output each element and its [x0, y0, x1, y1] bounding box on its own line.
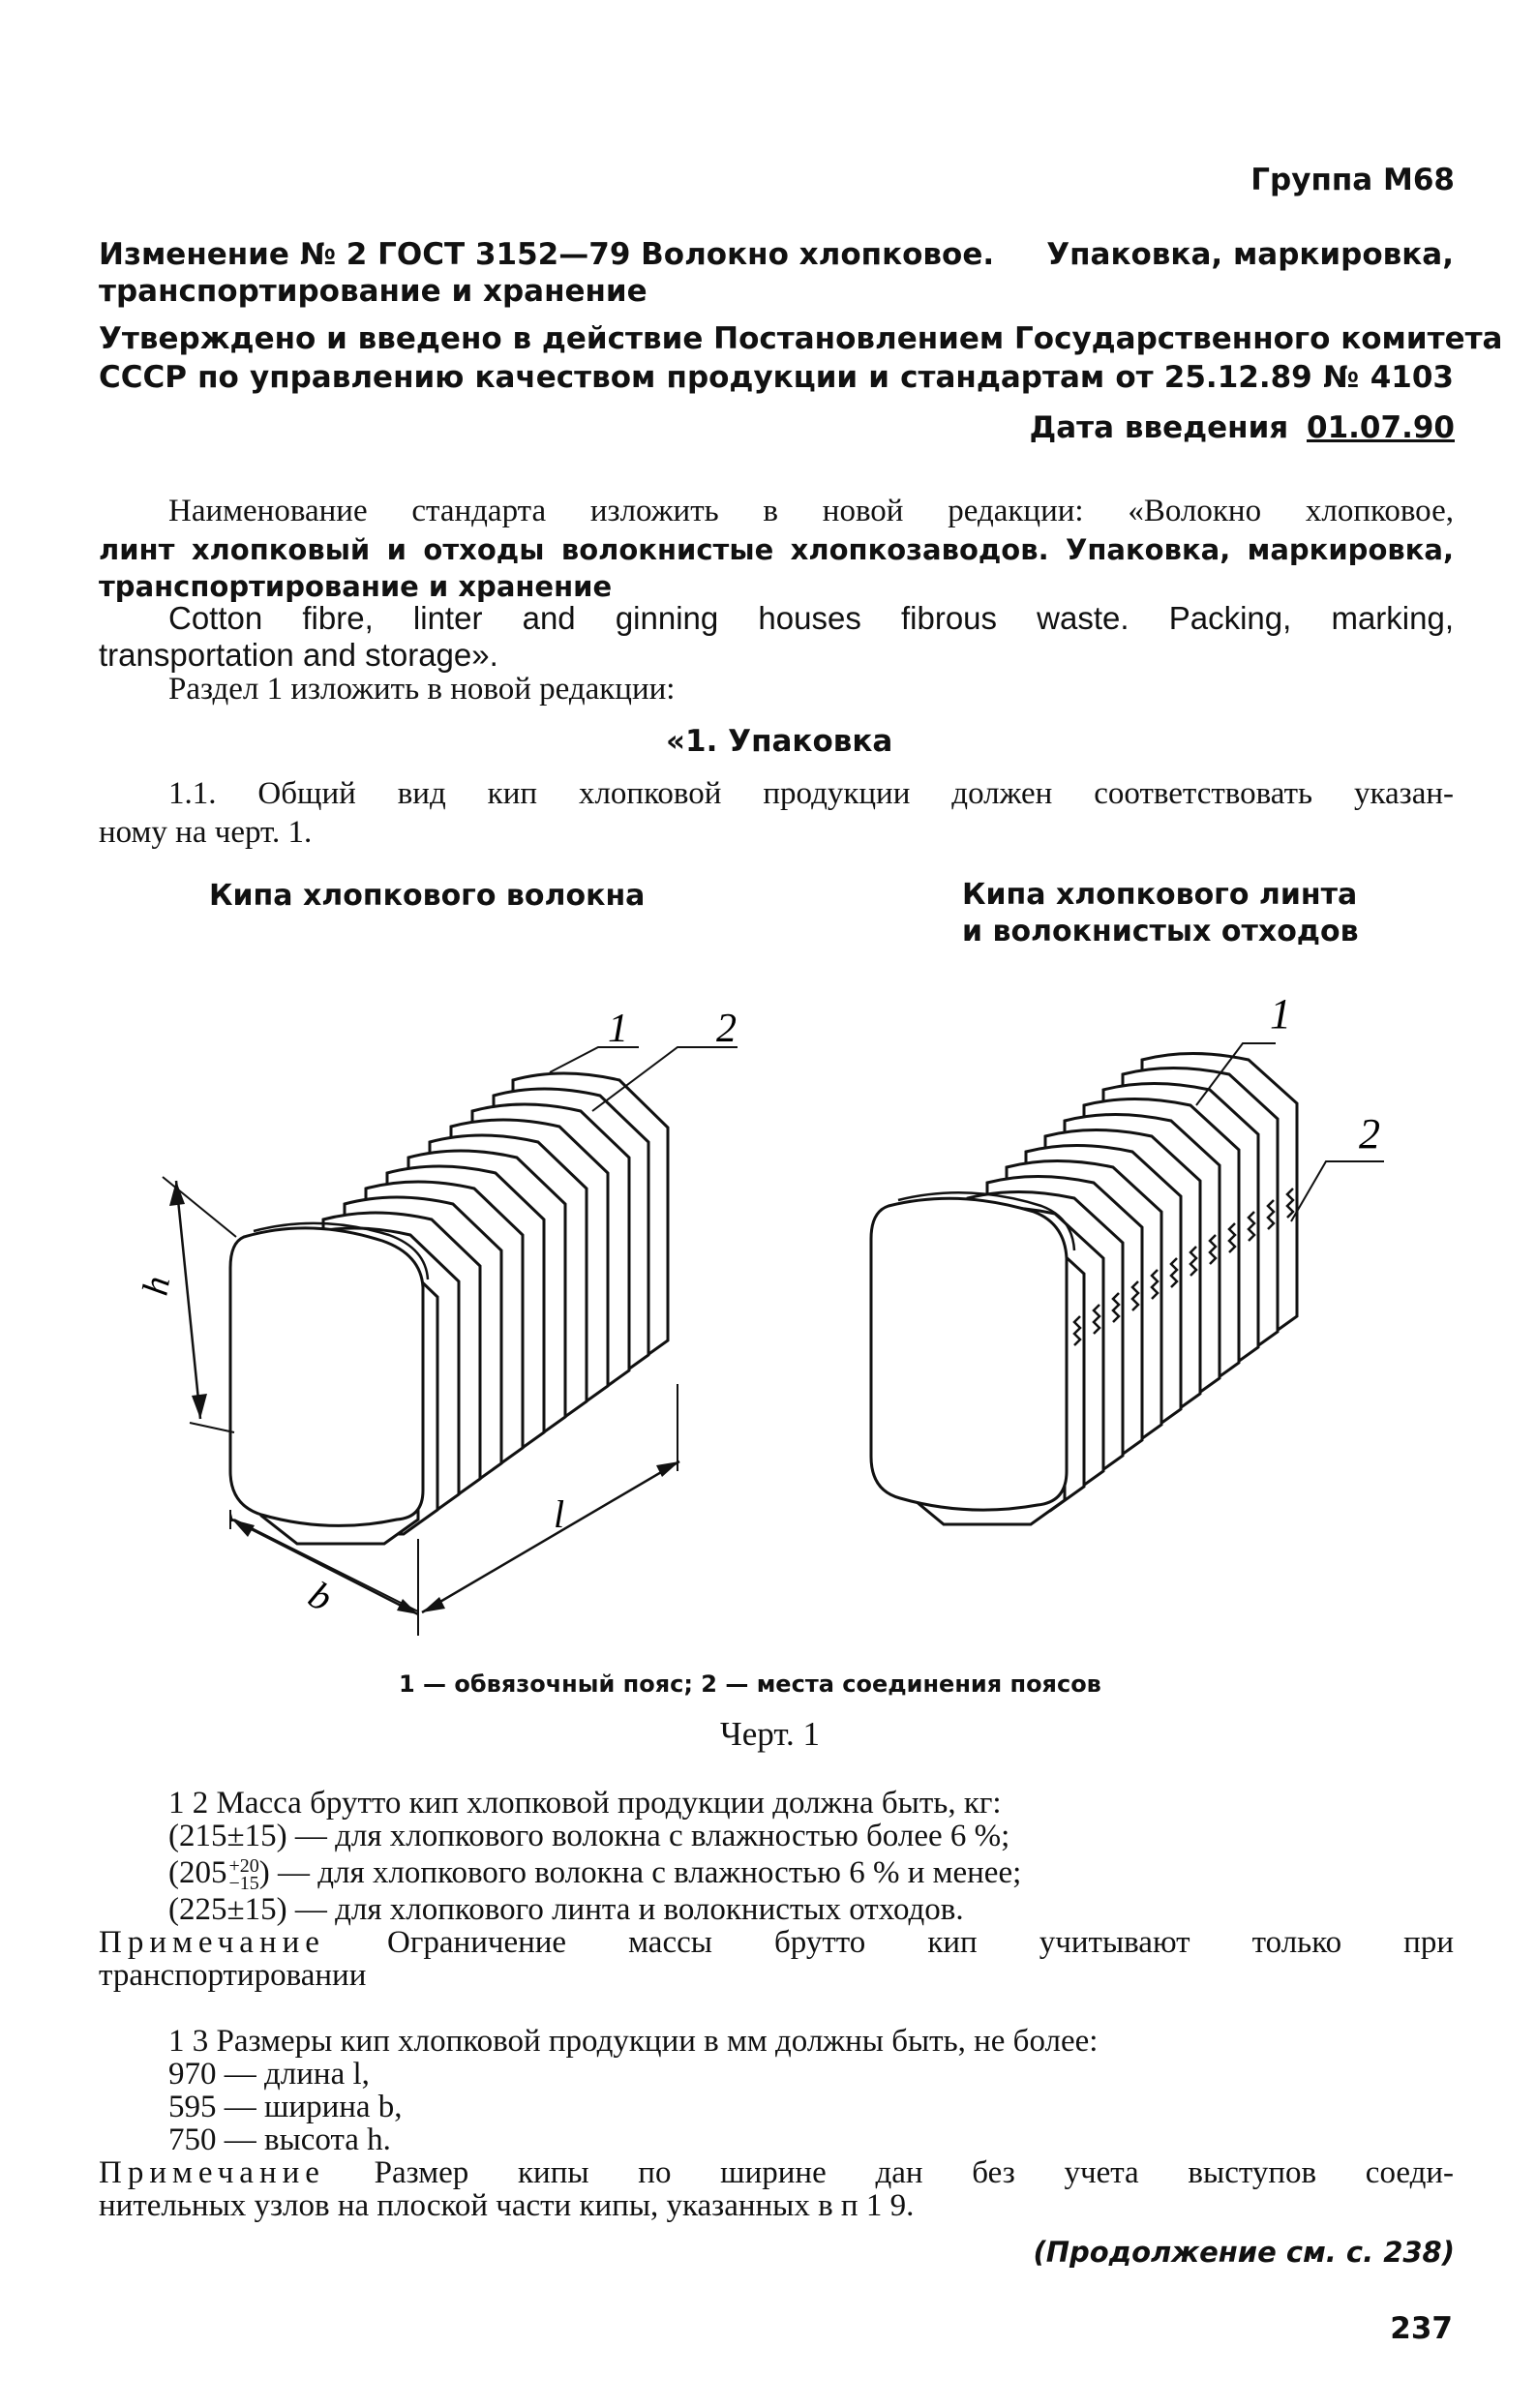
s12-item2-post: ) — для хлопкового волокна с влажностью 6 % и менее;	[258, 1855, 1022, 1890]
approval-line2: СССР по управлению качеством продукции и стандартам от 25.12.89 № 4103	[99, 360, 1454, 395]
s12-note-line2: транспортировании	[99, 1958, 367, 1993]
s12-item2-pre: (205	[168, 1855, 227, 1890]
page-number: 237	[1390, 2311, 1453, 2346]
approval-text	[99, 319, 1503, 397]
date-label: Дата введения	[1029, 410, 1289, 445]
s13-intro: 1 3 Размеры кип хлопковой продукции в мм должны быть, не более:	[168, 2024, 1099, 2059]
s12-item3: (225±15) — для хлопкового линта и волокнистых отходов.	[168, 1892, 964, 1927]
p11-line1: 1.1. Общий вид кип хлопковой продукции должен соответствовать указан-	[168, 776, 1454, 811]
s13-item3: 750 — высота h.	[168, 2122, 391, 2157]
figure-drawing	[0, 968, 1536, 1665]
p11-line2: ному на черт. 1.	[99, 815, 313, 850]
section-1-3	[99, 2025, 1454, 2222]
change-title-line2: транспортирование и хранение	[99, 274, 648, 309]
date-value: 01.07.90	[1307, 410, 1455, 445]
s12-item1: (215±15) — для хлопкового волокна с влажностью более 6 %;	[168, 1819, 1010, 1853]
s13-note	[99, 2156, 1454, 2189]
s12-intro: 1 2 Масса брутто кип хлопковой продукции должна быть, кг:	[168, 1786, 1002, 1821]
dim-h-label: h	[135, 1273, 179, 1299]
rename-line2: линт хлопковый и отходы волокнистые хлопкозаводов. Упаковка, маркировка,	[99, 533, 1454, 566]
s12-item2-tolerance: +20 −15	[228, 1855, 259, 1895]
s12-note-text: Ограничение массы брутто кип учитывают только при	[387, 1925, 1454, 1960]
right-figure-caption	[962, 877, 1359, 950]
figure-legend: 1 — обвязочный пояс; 2 — места соединения поясов	[399, 1671, 1101, 1698]
change-title-left: Изменение № 2 ГОСТ 3152—79 Волокно хлопковое.	[99, 237, 995, 272]
english-line1: Cotton fibre, linter and ginning houses fibrous waste. Packing, marking,	[168, 600, 1454, 636]
section-heading: «1. Упаковка	[666, 724, 893, 759]
dim-b-label: b	[301, 1572, 341, 1620]
continuation-note: (Продолжение см. с. 238)	[1033, 2236, 1455, 2269]
s13-note-line2: нительных узлов на плоской части кипы, указанных в п 1 9.	[99, 2188, 915, 2223]
s12-note-label: Примечание	[99, 1925, 325, 1960]
paragraph-section-intro: Раздел 1 изложить в новой редакции:	[168, 672, 676, 707]
paragraph-english	[99, 600, 1454, 674]
left-leader-2: 2	[716, 1007, 737, 1051]
right-caption-line1: Кипа хлопкового линта	[962, 878, 1358, 912]
left-figure-caption: Кипа хлопкового волокна	[209, 879, 646, 913]
english-line2: transportation and storage».	[99, 637, 498, 673]
right-caption-line2: и волокнистых отходов	[962, 915, 1359, 948]
dim-l-label: l	[554, 1492, 565, 1536]
introduction-date	[1030, 410, 1455, 445]
paragraph-rename	[99, 492, 1454, 604]
right-bale	[871, 1043, 1384, 1524]
s13-note-label: Примечание	[99, 2155, 325, 2190]
right-leader-2: 2	[1359, 1110, 1380, 1158]
group-code: Группа М68	[1250, 163, 1455, 197]
rename-line1: Наименование стандарта изложить в новой редакции: «Волокно хлопковое,	[168, 494, 1454, 528]
left-leader-1: 1	[608, 1007, 628, 1051]
s12-note	[99, 1926, 1454, 1959]
left-bale	[163, 1047, 738, 1636]
approval-line1: Утверждено и введено в действие Постановлением Государственного комитета	[99, 321, 1503, 356]
rename-line3: транспортирование и хранение	[99, 570, 613, 603]
section-1-2	[99, 1787, 1454, 1992]
change-title-right: Упаковка, маркировка,	[1046, 237, 1454, 272]
right-leader-1: 1	[1270, 990, 1291, 1038]
s13-item2: 595 — ширина b,	[168, 2090, 403, 2124]
paragraph-1-1	[99, 774, 1454, 852]
s13-item1: 970 — длина l,	[168, 2057, 370, 2092]
change-title	[99, 236, 1454, 310]
s13-note-text: Размер кипы по ширине дан без учета выступов соеди-	[374, 2155, 1455, 2190]
s12-item2	[99, 1852, 1454, 1893]
figure-title: Черт. 1	[720, 1715, 820, 1753]
